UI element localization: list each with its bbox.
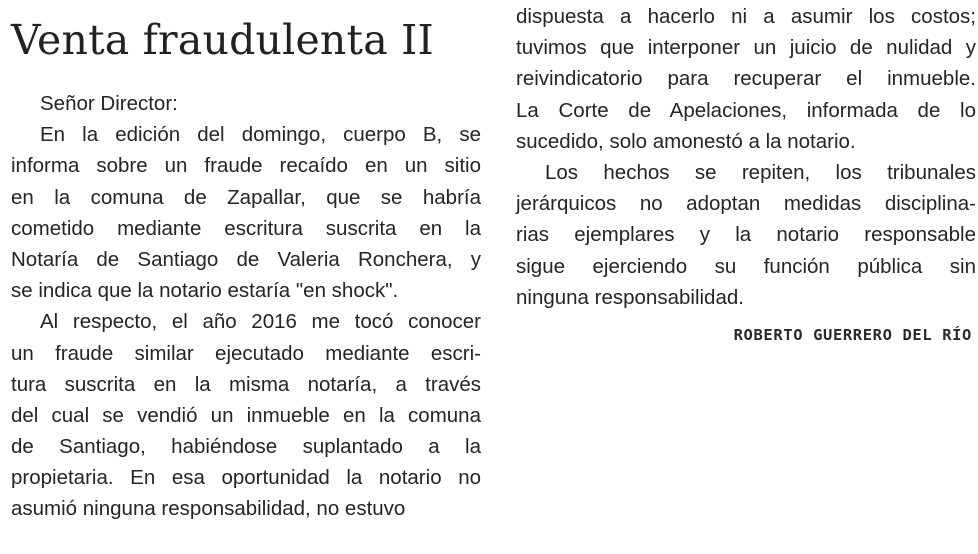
body-line: sigue ejerciendo su función pública sin — [516, 254, 976, 278]
left-column — [11, 88, 481, 525]
body-line: En la edición del domingo, cuerpo B, se — [40, 123, 481, 147]
author-signature: ROBERTO GUERRERO DEL RÍO — [733, 326, 972, 344]
body-line: Al respecto, el año 2016 me tocó conocer — [40, 310, 481, 334]
body-line: cometido mediante escritura suscrita en la — [11, 216, 481, 240]
body-line: tura suscrita en la misma notaría, a través — [11, 372, 481, 396]
body-line: informa sobre un fraude recaído en un sitio — [11, 154, 481, 178]
body-line: Notaría de Santiago de Valeria Ronchera, y — [11, 247, 481, 271]
body-line: sucedido, solo amonestó a la notario. — [516, 129, 856, 153]
body-line: propietaria. En esa oportunidad la notario no — [11, 466, 481, 490]
body-line: un fraude similar ejecutado mediante escri- — [11, 341, 481, 365]
salutation: Señor Director: — [40, 92, 178, 115]
body-line: en la comuna de Zapallar, que se habría — [11, 185, 481, 209]
article-title: Venta fraudulenta II — [11, 16, 434, 64]
body-line: reivindicatorio para recuperar el inmueble. — [516, 67, 976, 91]
body-line: del cual se vendió un inmueble en la comuna — [11, 403, 481, 427]
body-line: La Corte de Apelaciones, informada de lo — [516, 98, 976, 122]
body-line: jerárquicos no adoptan medidas disciplina- — [516, 192, 976, 216]
body-line: Los hechos se repiten, los tribunales — [545, 160, 976, 184]
body-line: asumió ninguna responsabilidad, no estuvo — [11, 497, 406, 521]
body-line: de Santiago, habiéndose suplantado a la — [11, 435, 481, 459]
body-line: ninguna responsabilidad. — [516, 285, 744, 309]
body-line: tuvimos que interponer un juicio de nulidad y — [516, 36, 976, 60]
body-line: dispuesta a hacerlo ni a asumir los costos; — [516, 5, 976, 28]
body-line: rias ejemplares y la notario responsable — [516, 223, 976, 247]
body-line: se indica que la notario estaría "en shock". — [11, 279, 399, 303]
right-column — [516, 1, 976, 313]
